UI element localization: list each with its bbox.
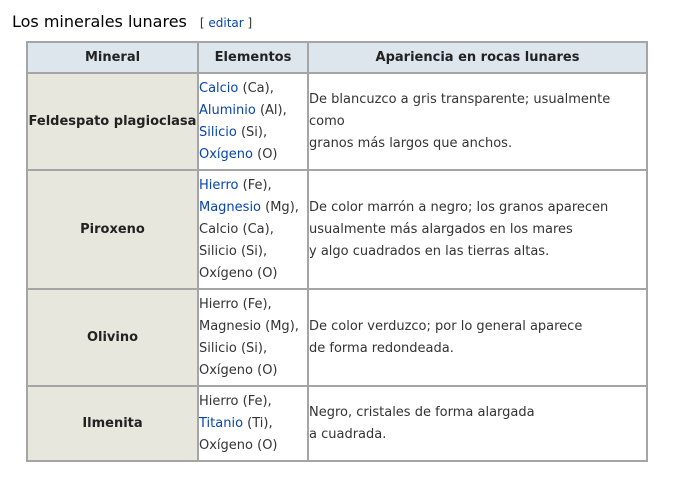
element-symbol: (O) bbox=[252, 146, 278, 162]
element-item bbox=[199, 144, 307, 166]
element-item bbox=[199, 338, 307, 360]
element-symbol: (O) bbox=[252, 362, 278, 378]
elements-cell bbox=[198, 386, 308, 461]
appearance-line: a cuadrada. bbox=[309, 426, 387, 442]
appearance-line: De color verduzco; por lo general aparece bbox=[309, 318, 583, 334]
edit-bracket-open: [ bbox=[199, 16, 209, 30]
element-symbol: (Ca), bbox=[238, 221, 274, 237]
mineral-name: Ilmenita bbox=[27, 386, 198, 461]
element-item bbox=[199, 316, 307, 338]
element-item bbox=[199, 294, 307, 316]
element-item bbox=[199, 122, 307, 144]
table-row bbox=[27, 289, 647, 386]
element-name: Silicio bbox=[199, 243, 237, 259]
element-link[interactable]: Titanio bbox=[199, 415, 244, 431]
appearance-cell bbox=[308, 73, 647, 170]
element-link[interactable]: Oxígeno bbox=[199, 146, 253, 162]
element-link[interactable]: Calcio bbox=[199, 80, 239, 96]
element-item bbox=[199, 360, 307, 382]
element-symbol: (Al), bbox=[255, 102, 287, 118]
element-name: Oxígeno bbox=[199, 437, 253, 453]
element-name: Hierro bbox=[199, 393, 239, 409]
mineral-name: Feldespato plagioclasa bbox=[27, 73, 198, 170]
section-heading bbox=[12, 12, 252, 34]
edit-section bbox=[200, 16, 252, 30]
section-title: Los minerales lunares bbox=[12, 12, 187, 31]
element-link[interactable]: Hierro bbox=[199, 177, 239, 193]
appearance-line: Negro, cristales de forma alargada bbox=[309, 404, 535, 420]
table-header-row bbox=[27, 42, 647, 73]
table-row bbox=[27, 386, 647, 461]
element-symbol: (Mg), bbox=[261, 318, 299, 334]
element-item bbox=[199, 241, 307, 263]
minerals-table bbox=[26, 41, 648, 462]
element-symbol: (Fe), bbox=[238, 393, 272, 409]
element-item bbox=[199, 263, 307, 285]
appearance-cell bbox=[308, 386, 647, 461]
elements-cell bbox=[198, 170, 308, 289]
element-symbol: (Mg), bbox=[261, 199, 299, 215]
element-symbol: (Si), bbox=[236, 243, 268, 259]
element-item bbox=[199, 219, 307, 241]
elements-cell bbox=[198, 289, 308, 386]
element-symbol: (Si), bbox=[236, 124, 268, 140]
element-name: Oxígeno bbox=[199, 265, 253, 281]
element-symbol: (Fe), bbox=[238, 177, 272, 193]
appearance-line: granos más largos que anchos. bbox=[309, 135, 513, 151]
appearance-line: y algo cuadrados en las tierras altas. bbox=[309, 243, 550, 259]
column-header-mineral: Mineral bbox=[27, 42, 198, 73]
element-link[interactable]: Aluminio bbox=[199, 102, 256, 118]
edit-bracket-close: ] bbox=[243, 16, 253, 30]
element-name: Calcio bbox=[199, 221, 239, 237]
appearance-cell bbox=[308, 289, 647, 386]
column-header-elements: Elementos bbox=[198, 42, 308, 73]
appearance-line: usualmente más alargados en los mares bbox=[309, 221, 573, 237]
appearance-cell bbox=[308, 170, 647, 289]
element-name: Magnesio bbox=[199, 318, 262, 334]
elements-cell bbox=[198, 73, 308, 170]
element-item bbox=[199, 413, 307, 435]
element-item bbox=[199, 435, 307, 457]
element-link[interactable]: Magnesio bbox=[199, 199, 262, 215]
edit-link[interactable]: editar bbox=[208, 16, 244, 30]
element-name: Silicio bbox=[199, 340, 237, 356]
table-row bbox=[27, 170, 647, 289]
element-name: Oxígeno bbox=[199, 362, 253, 378]
mineral-name: Piroxeno bbox=[27, 170, 198, 289]
element-symbol: (Si), bbox=[236, 340, 268, 356]
element-symbol: (Fe), bbox=[238, 296, 272, 312]
element-symbol: (O) bbox=[252, 437, 278, 453]
table-row bbox=[27, 73, 647, 170]
element-item bbox=[199, 175, 307, 197]
element-item bbox=[199, 391, 307, 413]
element-symbol: (O) bbox=[252, 265, 278, 281]
element-symbol: (Ca), bbox=[238, 80, 274, 96]
element-item bbox=[199, 100, 307, 122]
appearance-line: de forma redondeada. bbox=[309, 340, 454, 356]
appearance-line: De color marrón a negro; los granos aparecen bbox=[309, 199, 609, 215]
element-item bbox=[199, 197, 307, 219]
element-name: Hierro bbox=[199, 296, 239, 312]
element-item bbox=[199, 78, 307, 100]
mineral-name: Olivino bbox=[27, 289, 198, 386]
element-symbol: (Ti), bbox=[243, 415, 273, 431]
appearance-line: De blancuzco a gris transparente; usualmente como bbox=[309, 91, 611, 129]
element-link[interactable]: Silicio bbox=[199, 124, 237, 140]
column-header-appearance: Apariencia en rocas lunares bbox=[308, 42, 647, 73]
